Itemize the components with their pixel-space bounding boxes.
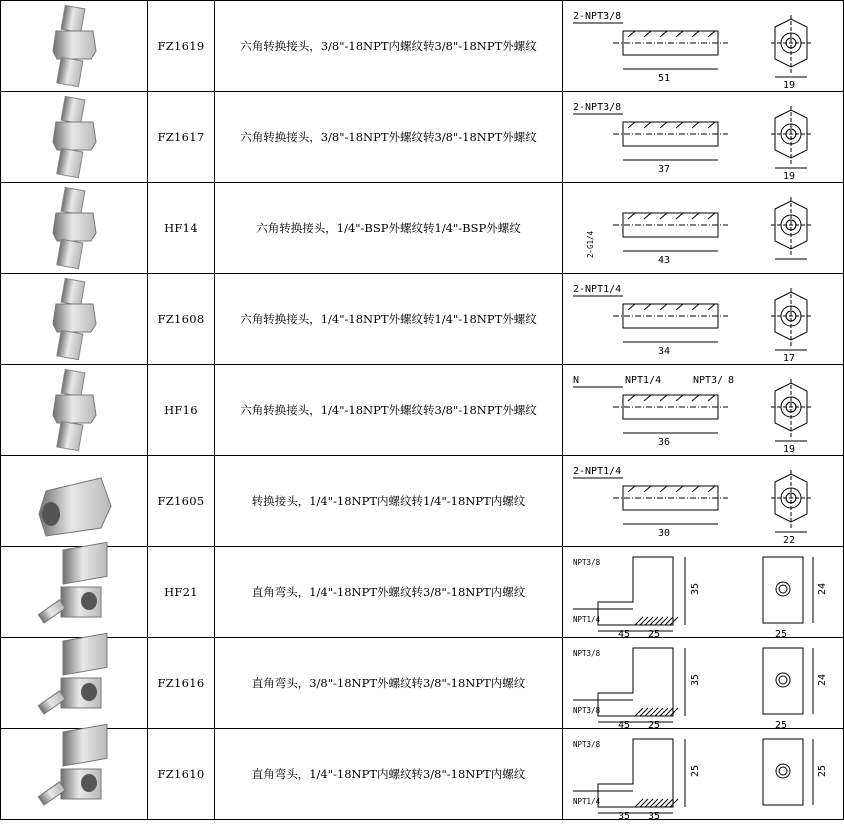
drawing-label: 45 — [618, 629, 631, 640]
drawing-label: NPT1/4 — [573, 797, 601, 806]
photo-cell — [1, 365, 148, 456]
hex-nipple-photo — [53, 278, 96, 359]
drawing-label: 37 — [658, 164, 671, 175]
drawing-cell — [563, 638, 844, 729]
drawing-label: 19 — [783, 80, 796, 91]
photo-cell — [1, 638, 148, 729]
description-cell: 六角转换接头，3/8"-18NPT外螺纹转3/8"-18NPT外螺纹 — [215, 92, 563, 183]
hex-nipple-photo — [53, 96, 96, 177]
product-photo — [1, 456, 147, 546]
description-cell: 六角转换接头，1/4"-18NPT外螺纹转1/4"-18NPT外螺纹 — [215, 274, 563, 365]
drawing-cell — [563, 1, 844, 92]
drawing-label: 35 — [618, 811, 631, 822]
drawing-label: 2-NPT3/8 — [573, 11, 622, 22]
drawing-label: 30 — [658, 528, 671, 539]
photo-cell — [1, 547, 148, 638]
drawing-label: 24 — [817, 582, 828, 595]
photo-cell — [1, 1, 148, 92]
description-cell: 六角转换接头，1/4"-BSP外螺纹转1/4"-BSP外螺纹 — [215, 183, 563, 274]
drawing-label: 25 — [775, 629, 788, 640]
hex-adapter-photo — [53, 5, 96, 86]
drawing-cell — [563, 92, 844, 183]
hex-coupling-photo — [39, 478, 111, 536]
product-photo — [1, 1, 147, 91]
model-cell: FZ1617 — [148, 92, 215, 183]
drawing-label: NPT3/ — [693, 375, 724, 386]
elbow-photo — [38, 633, 107, 714]
description-cell: 直角弯头，1/4"-18NPT内螺纹转3/8"-18NPT内螺纹 — [215, 729, 563, 820]
product-photo — [1, 365, 147, 455]
table-row — [1, 456, 844, 547]
technical-drawing — [573, 470, 811, 532]
table-row — [1, 183, 844, 274]
photo-cell — [1, 92, 148, 183]
drawing-label: 2-NPT1/4 — [573, 284, 622, 295]
description-cell: 六角转换接头，1/4"-18NPT外螺纹转3/8"-18NPT外螺纹 — [215, 365, 563, 456]
drawing-cell — [563, 456, 844, 547]
photo-cell — [1, 729, 148, 820]
technical-drawing — [573, 106, 811, 168]
drawing-label: 25 — [690, 764, 701, 777]
drawing-cell — [563, 365, 844, 456]
table-row — [1, 274, 844, 365]
drawing-label: 17 — [783, 353, 796, 364]
model-cell: HF14 — [148, 183, 215, 274]
table-row — [1, 92, 844, 183]
drawing-label: 25 — [775, 720, 788, 731]
drawing-label: 2-G1/4 — [586, 230, 595, 258]
product-photo — [1, 183, 147, 273]
drawing-cell — [563, 729, 844, 820]
drawing-label: 43 — [658, 255, 671, 266]
drawing-label: 35 — [690, 673, 701, 686]
product-photo — [1, 729, 147, 819]
drawing-label: 19 — [783, 444, 796, 455]
drawing-label: NPT3/8 — [573, 706, 601, 715]
product-photo — [1, 638, 147, 728]
description-cell: 转换接头，1/4"-18NPT内螺纹转1/4"-18NPT内螺纹 — [215, 456, 563, 547]
table-row — [1, 638, 844, 729]
drawing-label: 36 — [658, 437, 671, 448]
drawing-cell — [563, 274, 844, 365]
drawing-label: 35 — [690, 582, 701, 595]
product-photo — [1, 92, 147, 182]
technical-drawing — [573, 15, 811, 77]
description-cell: 直角弯头，1/4"-18NPT外螺纹转3/8"-18NPT内螺纹 — [215, 547, 563, 638]
drawing-label: 25 — [817, 764, 828, 777]
technical-drawing — [573, 379, 811, 441]
product-photo — [1, 274, 147, 364]
drawing-label: 45 — [618, 720, 631, 731]
photo-cell — [1, 183, 148, 274]
hex-nipple-photo — [53, 369, 96, 450]
drawing-label: 25 — [648, 629, 661, 640]
drawing-label: N — [573, 375, 580, 386]
elbow-photo — [38, 724, 107, 805]
table-row — [1, 547, 844, 638]
description-cell: 直角弯头，3/8"-18NPT外螺纹转3/8"-18NPT内螺纹 — [215, 638, 563, 729]
drawing-label: NPT1/4 — [625, 375, 662, 386]
drawing-label: NPT3/8 — [573, 740, 601, 749]
drawing-label: 35 — [648, 811, 661, 822]
model-cell: FZ1608 — [148, 274, 215, 365]
drawing-label: 22 — [783, 535, 796, 546]
table-row — [1, 1, 844, 92]
drawing-cell — [563, 547, 844, 638]
model-cell: HF16 — [148, 365, 215, 456]
table-row — [1, 729, 844, 820]
photo-cell — [1, 274, 148, 365]
drawing-label: 2-NPT3/8 — [573, 102, 622, 113]
drawing-label: 2-NPT1/4 — [573, 466, 622, 477]
description-cell: 六角转换接头，3/8"-18NPT内螺纹转3/8"-18NPT外螺纹 — [215, 1, 563, 92]
model-cell: FZ1619 — [148, 1, 215, 92]
drawing-label: 19 — [783, 171, 796, 182]
photo-cell — [1, 456, 148, 547]
model-cell: FZ1610 — [148, 729, 215, 820]
elbow-photo — [38, 542, 107, 623]
table-row — [1, 365, 844, 456]
drawing-label: 8 — [728, 375, 735, 386]
drawing-label: NPT3/8 — [573, 558, 601, 567]
hex-nipple-photo — [53, 187, 96, 268]
drawing-cell — [563, 183, 844, 274]
drawing-label: NPT1/4 — [573, 615, 601, 624]
drawing-label: 51 — [658, 73, 671, 84]
technical-drawing — [573, 288, 811, 350]
model-cell: HF21 — [148, 547, 215, 638]
drawing-label: NPT3/8 — [573, 649, 601, 658]
model-cell: FZ1605 — [148, 456, 215, 547]
model-cell: FZ1616 — [148, 638, 215, 729]
technical-drawing — [613, 197, 811, 259]
product-photo — [1, 547, 147, 637]
drawing-label: 25 — [648, 720, 661, 731]
drawing-label: 34 — [658, 346, 671, 357]
drawing-label: 24 — [817, 673, 828, 686]
